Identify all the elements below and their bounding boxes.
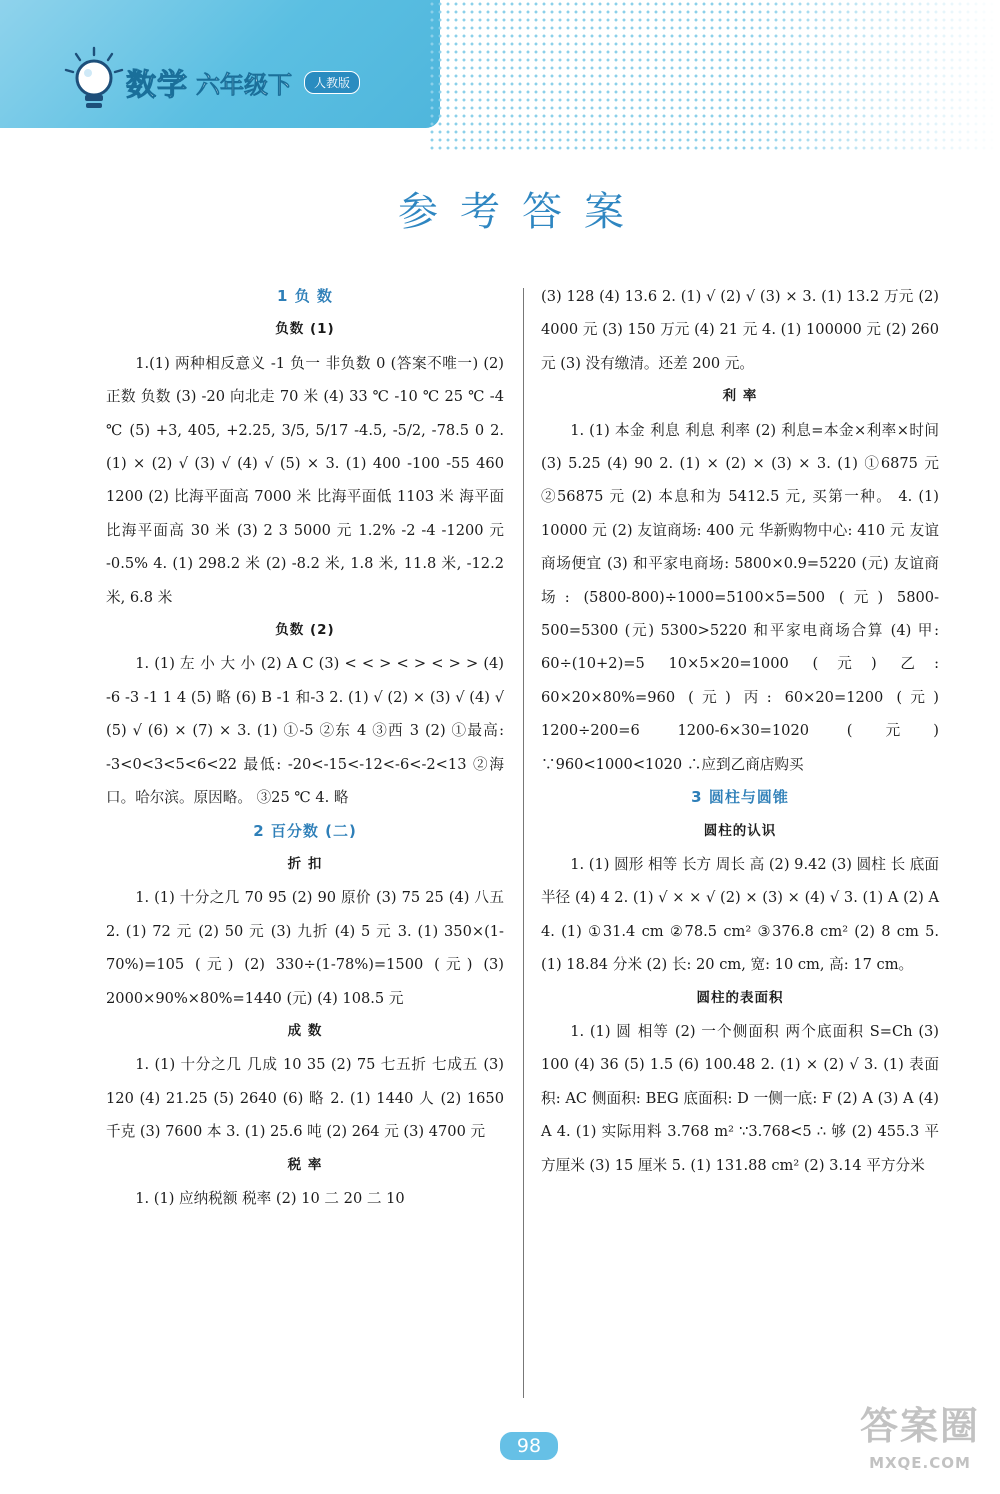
page-title: 参考答案 <box>398 189 646 235</box>
section-heading: 1 负 数 <box>277 287 333 305</box>
watermark-logo <box>840 1398 1000 1494</box>
subsection-heading: 圆柱的表面积 <box>696 989 784 1006</box>
answer-paragraph: 1. (1) 本金 利息 利息 利率 (2) 利息=本金×利率×时间 (3) 5.25 (4) 90 2. (1) × (2) × (3) × 3. (1) ①6875 元 ②56875 元 (2) 本息和为 5412.5 元, 买第一种。 4. (1) 10000 元 (2) 友谊商场: 400 元 华新购物中心: 410 元 友谊商场便宜 (3) 和平家电商场: 5800×0.9=5220 (元) 友谊商场: (5800-800)÷1000=5100×5=500 (元) 5800-500=5300 (元) 5300>5220 和平家电商场合算 (4) 甲: 60÷(10+2)=5 10×5×20=1000 (元) 乙: 60×20×80%=960 (元) 丙: 60×20=1200 (元) 1200÷200=6 1200-6×30=1020 (元) ∵960<1000<1020 ∴应到乙商店购买 <box>541 421 939 773</box>
answer-paragraph: 1.(1) 两种相反意义 -1 负一 非负数 0 (答案不唯一) (2) 正数 负数 (3) -20 向北走 70 米 (4) 33 ℃ -10 ℃ 25 ℃ -4 ℃ (5) +3, 405, +2.25, 3/5, 5/17 -4.5, -5/2, -78.5 0 2. (1) × (2) √ (3) √ (4) √ (5) × 3. (1) 400 -100 -55 460 1200 (2) 比海平面高 7000 米 比海平面低 1103 米 海平面 比海平面高 30 米 (3) 2 3 5000 元 1.2% -2 -4 -1200 元 -0.5% 4. (1) 298.2 米 (2) -8.2 米, 1.8 米, 11.8 米, -12.2 米, 6.8 米 <box>106 354 504 606</box>
dot-pattern <box>428 0 1000 150</box>
answer-paragraph: 1. (1) 十分之几 70 95 (2) 90 原价 (3) 75 25 (4) 八五 2. (1) 72 元 (2) 50 元 (3) 九折 (4) 5 元 3. (1) 350×(1-70%)=105 (元) (2) 330÷(1-78%)=1500 (元) (3) 2000×90%×80%=1440 (元) (4) 108.5 元 <box>106 889 504 1007</box>
answer-paragraph: 1. (1) 圆形 相等 长方 周长 高 (2) 9.42 (3) 圆柱 长 底面半径 (4) 4 2. (1) √ × × √ (2) × (3) × (4) √ 3. (1) A (2) A 4. (1) ①31.4 cm ②78.5 cm² ③376.8 cm² (2) 8 cm 5. (1) 18.84 分米 (2) 长: 20 cm, 宽: 10 cm, 高: 17 cm。 <box>541 855 939 974</box>
column-divider <box>523 288 524 1398</box>
answer-paragraph: 1. (1) 十分之几 几成 10 35 (2) 75 七五折 七成五 (3) 120 (4) 21.25 (5) 2640 (6) 略 2. (1) 1440 人 (2) 1650 千克 (3) 7600 本 3. (1) 25.6 吨 (2) 264 元 (3) 4700 元 <box>106 1056 504 1141</box>
answer-paragraph: 1. (1) 应纳税额 税率 (2) 10 二 20 二 10 <box>135 1189 405 1207</box>
subject-label: 数学 <box>126 68 188 103</box>
right-answer-column <box>541 280 939 1182</box>
subsection-heading: 成 数 <box>287 1022 323 1039</box>
answer-paragraph: 1. (1) 左 小 大 小 (2) A C (3) < < > < > < > > (4) -6 -3 -1 1 4 (5) 略 (6) B -1 和-3 2. (1) √ (2) × (3) √ (4) √ (5) √ (6) × (7) × 3. (1) ①-5 ②东 4 ③西 3 (2) ①最高: -3<0<3<5<6<22 最低: -20<-15<-12<-6<-2<13 ②海口。哈尔滨。原因略。 ③25 ℃ 4. 略 <box>106 655 504 807</box>
subsection-heading: 负数 (2) <box>275 622 335 639</box>
subsection-heading: 负数 (1) <box>275 321 335 338</box>
answer-paragraph: (3) 128 (4) 13.6 2. (1) √ (2) √ (3) × 3. (1) 13.2 万元 (2) 4000 元 (3) 150 万元 (4) 21 元 4. (1) 100000 元 (2) 260 元 (3) 没有缴清。还差 200 元。 <box>541 288 939 372</box>
watermark-text: 答案圈 <box>859 1404 980 1448</box>
page-number: 98 <box>500 1432 558 1460</box>
edition-badge: 人教版 <box>304 71 360 94</box>
subsection-heading: 圆柱的认识 <box>703 822 777 839</box>
subsection-heading: 利 率 <box>722 388 758 405</box>
subsection-heading: 税 率 <box>287 1156 323 1173</box>
lightbulb-icon <box>64 46 126 116</box>
subsection-heading: 折 扣 <box>287 855 323 872</box>
grade-label: 六年级下 <box>196 70 292 99</box>
book-logo <box>126 60 360 104</box>
section-heading: 3 圆柱与圆锥 <box>691 788 789 807</box>
left-answer-column <box>106 280 504 1215</box>
answer-paragraph: 1. (1) 圆 相等 (2) 一个侧面积 两个底面积 S=Ch (3) 100 (4) 36 (5) 1.5 (6) 100.48 2. (1) × (2) √ 3. (1) 表面积: AC 侧面积: BEG 底面积: D 一侧一底: F (2) A (3) A (4) A 4. (1) 实际用料 3.768 m² ∵3.768<5 ∴ 够 (2) 455.3 平方厘米 (3) 15 厘米 5. (1) 131.88 cm² (2) 3.14 平方分米 <box>541 1022 939 1174</box>
watermark-url: MXQE.COM <box>869 1454 971 1472</box>
section-heading: 2 百分数 (二) <box>253 821 357 840</box>
